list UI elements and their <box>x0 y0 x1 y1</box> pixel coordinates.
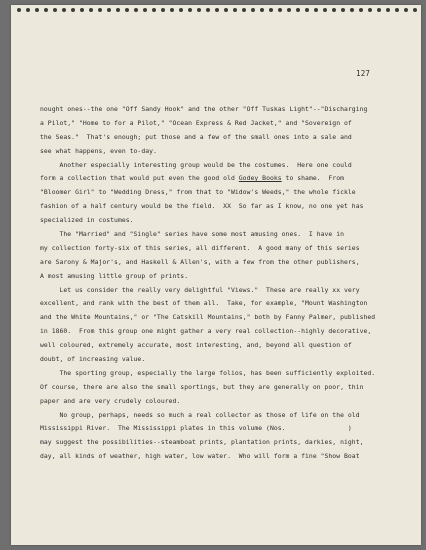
text-segment: and the White Mountains," or "The Catskill Mountains," both by Fanny Palmer, published <box>40 313 376 322</box>
text-segment: a Pilot," "Home to for a Pilot," "Ocean Express & Red Jacket," and "Sovereign of <box>40 118 352 127</box>
punch-hole <box>323 8 327 12</box>
sprocket-holes <box>11 5 421 17</box>
text-segment: The "Married" and "Single" series have some most amusing ones. I have in <box>40 230 345 239</box>
punch-hole <box>143 8 147 12</box>
text-segment: the Seas." That's enough; put those and a few of the small ones into a sale and <box>40 132 352 141</box>
text-line <box>40 353 400 367</box>
punch-hole <box>170 8 174 12</box>
punch-hole <box>404 8 408 12</box>
text-line <box>40 172 400 186</box>
text-line <box>40 214 400 228</box>
text-line <box>40 436 400 450</box>
text-line <box>40 242 400 256</box>
text-segment: Of course, there are also the small sportings, but they are generally on poor, thin <box>40 382 364 391</box>
punch-hole <box>98 8 102 12</box>
text-segment: nought ones--the one "Off Sandy Hook" and the other "Off Tuskas Light"--"Discharging <box>40 105 368 113</box>
text-segment: are Sarony & Major's, and Haskell & Allen's, with a few from the other publishers, <box>40 257 360 266</box>
punch-hole <box>26 8 30 12</box>
text-segment: in 1860. From this group one might gather a very real collection--highly decorative, <box>40 327 372 336</box>
punch-hole <box>71 8 75 12</box>
text-line <box>40 297 400 311</box>
text-line <box>40 422 400 436</box>
punch-hole <box>107 8 111 12</box>
text-line <box>40 117 400 131</box>
text-segment: form a collection that would put even the good old <box>40 174 239 183</box>
punch-hole <box>350 8 354 12</box>
text-line <box>40 228 400 242</box>
text-line <box>40 159 400 173</box>
text-segment: "Bloomer Girl" to "Wedding Dress," from that to "Widow's Weeds," the whole fickle <box>40 188 356 197</box>
punch-hole <box>260 8 264 12</box>
text-line <box>40 103 400 117</box>
text-segment: excellent, and rank with the best of them all. Take, for example, "Mount Washington <box>40 299 368 308</box>
punch-hole <box>44 8 48 12</box>
text-segment: may suggest the possibilities--steamboat prints, plantation prints, darkies, night, <box>40 438 364 447</box>
punch-hole <box>251 8 255 12</box>
text-segment: The sporting group, especially the large folios, has been sufficiently exploited. <box>40 368 376 377</box>
text-line <box>40 270 400 284</box>
punch-hole <box>17 8 21 12</box>
punch-hole <box>386 8 390 12</box>
text-line <box>40 200 400 214</box>
punch-hole <box>80 8 84 12</box>
text-segment: see what happens, even to-day. <box>40 146 157 155</box>
page-number: 127 <box>356 69 371 78</box>
punch-hole <box>395 8 399 12</box>
punch-hole <box>89 8 93 12</box>
punch-hole <box>305 8 309 12</box>
punch-hole <box>62 8 66 12</box>
text-line <box>40 409 400 423</box>
punch-hole <box>161 8 165 12</box>
punch-hole <box>152 8 156 12</box>
punch-hole <box>206 8 210 12</box>
text-line <box>40 450 400 464</box>
punch-hole <box>359 8 363 12</box>
punch-hole <box>53 8 57 12</box>
punch-hole <box>197 8 201 12</box>
text-segment: No group, perhaps, needs so much a real collector as those of life on the old <box>40 410 360 419</box>
punch-hole <box>116 8 120 12</box>
punch-hole <box>35 8 39 12</box>
text-segment: doubt, of increasing value. <box>40 355 146 364</box>
punch-hole <box>296 8 300 12</box>
typed-body-text <box>40 103 400 464</box>
text-line <box>40 145 400 159</box>
punch-hole <box>188 8 192 12</box>
punch-hole <box>368 8 372 12</box>
punch-hole <box>242 8 246 12</box>
text-segment: day, all kinds of weather, high water, low water. Who will form a fine "Show Boat <box>40 452 360 461</box>
text-line <box>40 186 400 200</box>
punch-hole <box>287 8 291 12</box>
punch-hole <box>341 8 345 12</box>
text-line <box>40 367 400 381</box>
punch-hole <box>413 8 417 12</box>
punch-hole <box>224 8 228 12</box>
text-segment: to shame. From <box>281 174 345 183</box>
punch-hole <box>314 8 318 12</box>
text-line <box>40 311 400 325</box>
punch-hole <box>134 8 138 12</box>
punch-hole <box>332 8 336 12</box>
text-segment: fashion of a half century would be the field. XX So far as I know, no one yet has <box>40 202 364 211</box>
text-line <box>40 381 400 395</box>
text-segment: paper and are very crudely coloured. <box>40 396 181 405</box>
underlined-title: Godey Books <box>238 174 282 183</box>
punch-hole <box>215 8 219 12</box>
punch-hole <box>125 8 129 12</box>
text-line <box>40 325 400 339</box>
text-segment: well coloured, extremely accurate, most interesting, and, beyond all question of <box>40 341 352 350</box>
text-segment: Let us consider the really very delightful "Views." These are really xx very <box>40 285 360 294</box>
text-line <box>40 339 400 353</box>
punch-hole <box>278 8 282 12</box>
document-page <box>11 5 421 545</box>
text-line <box>40 256 400 270</box>
text-segment: A most amusing little group of prints. <box>40 271 189 280</box>
text-line <box>40 131 400 145</box>
text-segment: Mississippi River. The Mississippi plates in this volume (Nos. ) <box>40 424 352 433</box>
text-line <box>40 284 400 298</box>
punch-hole <box>269 8 273 12</box>
text-segment: my collection forty-six of this series, all different. A good many of this series <box>40 243 360 252</box>
text-segment: Another especially interesting group would be the costumes. Here one could <box>40 160 352 169</box>
punch-hole <box>233 8 237 12</box>
punch-hole <box>179 8 183 12</box>
punch-hole <box>377 8 381 12</box>
text-segment: specialized in costumes. <box>40 216 134 225</box>
text-line <box>40 395 400 409</box>
